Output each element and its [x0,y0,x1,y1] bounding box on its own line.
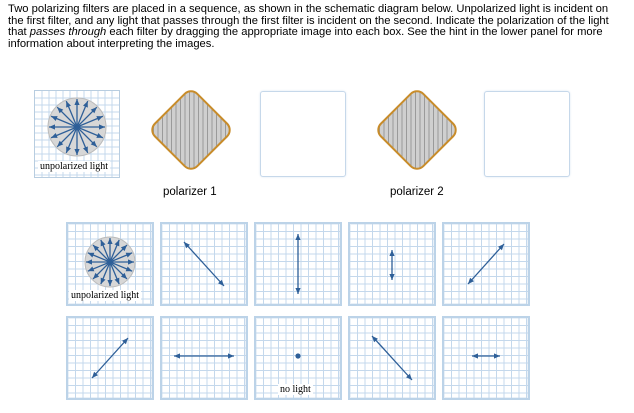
polarization-arrow [389,250,394,280]
drop-box-polarizer-1[interactable] [260,91,346,177]
tile-graphic [350,224,434,304]
tile-vertical-long[interactable] [254,222,342,306]
tile-caption: no light [280,384,311,395]
tile-diagonal-down[interactable] [348,316,436,400]
source-caption: unpolarized light [40,161,109,172]
instructions-emphasis: passes through [29,26,107,39]
polarization-arrow [372,336,412,380]
tile-no-light[interactable] [254,316,342,400]
tile-unpolarized[interactable] [66,222,154,306]
no-light-dot [295,353,300,358]
tile-horizontal-short[interactable] [442,316,530,400]
tile-graphic [256,224,340,304]
instructions-part1: Two polarizing filters are placed in a sequence, as shown in the schematic diagram below. Unpolarized light is incident on the first filter, and any light that passes through the first filter is incident on the second. Indicate the polarization of the light that [8,3,609,39]
polarization-arrow [184,242,224,286]
tile-graphic [444,318,528,398]
unpolarized-light-source [34,90,120,178]
instructions [8,4,626,50]
polarization-arrow [472,353,500,358]
tile-graphic [350,318,434,398]
polarizer-1-filter [139,78,243,182]
tile-graphic [162,224,246,304]
polarizer-2-filter [365,78,469,182]
tile-diagonal-down[interactable] [160,222,248,306]
tile-caption: unpolarized light [71,290,140,301]
instructions-part2: each filter by dragging the appropriate image into each box. See the hint in the lower panel for more information about interpreting the images. [8,26,603,50]
tile-graphic [68,318,152,398]
tile-horizontal-long[interactable] [160,316,248,400]
tile-graphic [162,318,246,398]
polarization-arrow [174,353,234,358]
polarization-arrow [295,234,300,294]
polarizer-2-label: polarizer 2 [390,186,444,198]
tile-vertical-short[interactable] [348,222,436,306]
tile-diagonal-up[interactable] [442,222,530,306]
polarization-arrow [92,338,128,378]
tile-diagonal-up[interactable] [66,316,154,400]
polarization-arrow [468,244,504,284]
polarizer-1-label: polarizer 1 [163,186,217,198]
tile-graphic [444,224,528,304]
drop-box-polarizer-2[interactable] [484,91,570,177]
